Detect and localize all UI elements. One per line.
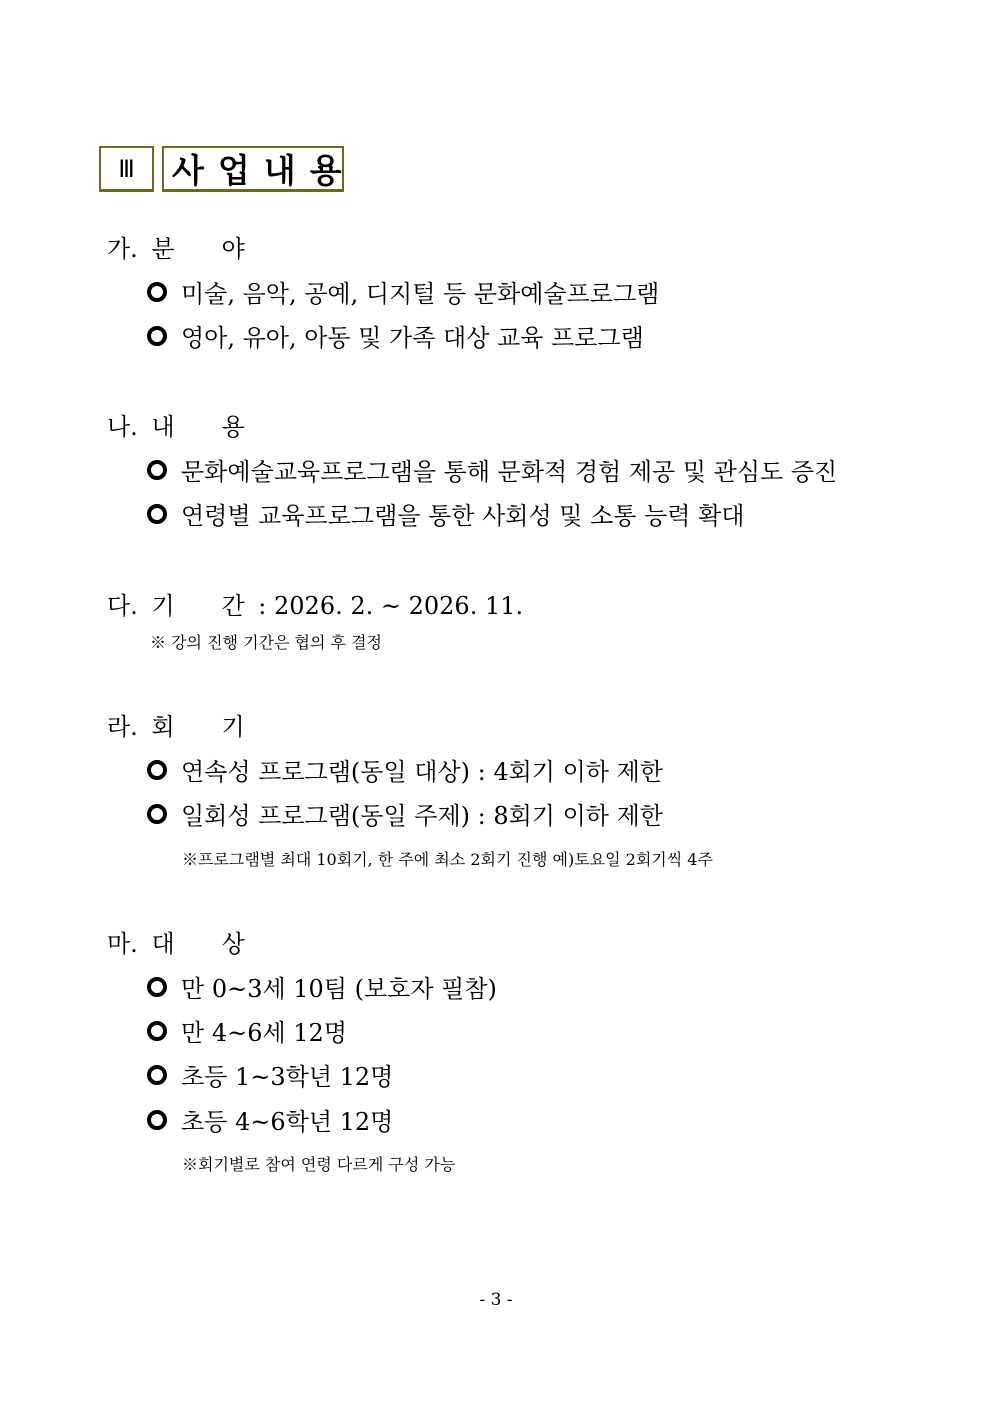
circle-bullet-icon	[147, 326, 167, 346]
list-item	[147, 274, 659, 309]
section-number: Ⅲ	[99, 146, 154, 192]
list-item	[147, 496, 744, 531]
list-item-text: 문화예술교육프로그램을 통해 문화적 경험 제공 및 관심도 증진	[181, 458, 838, 486]
heading-target	[107, 924, 245, 959]
heading-label-1: 분	[151, 235, 175, 263]
list-item-text: 초등 4~6학년 12명	[181, 1108, 394, 1136]
heading-label-2: 기	[221, 713, 245, 741]
circle-bullet-icon	[147, 977, 167, 997]
list-item-text: 만 0~3세 10팀 (보호자 필참)	[181, 975, 497, 1003]
heading-prefix: 마.	[107, 930, 138, 958]
heading-label-1: 회	[151, 713, 175, 741]
heading-label-1: 기	[151, 592, 175, 620]
circle-bullet-icon	[147, 804, 167, 824]
circle-bullet-icon	[147, 1021, 167, 1041]
heading-label-1: 내	[151, 413, 175, 441]
list-item-text: 연령별 교육프로그램을 통한 사회성 및 소통 능력 확대	[181, 502, 745, 530]
list-item	[147, 1013, 347, 1048]
list-item	[147, 452, 837, 487]
circle-bullet-icon	[147, 282, 167, 302]
circle-bullet-icon	[147, 760, 167, 780]
circle-bullet-icon	[147, 1110, 167, 1130]
heading-prefix: 가.	[107, 235, 138, 263]
target-note: ※회기별로 참여 연령 다르게 구성 가능	[182, 1155, 456, 1174]
section-title: 사업내용	[162, 146, 344, 192]
list-item	[147, 752, 663, 787]
heading-field	[107, 229, 245, 264]
period-note: ※ 강의 진행 기간은 협의 후 결정	[150, 633, 382, 652]
list-item	[147, 1102, 393, 1137]
heading-label-2: 상	[221, 930, 245, 958]
page-number: - 3 -	[479, 1290, 513, 1310]
heading-label-2: 용	[221, 413, 245, 441]
period-value: : 2026. 2. ~ 2026. 11.	[258, 592, 524, 620]
heading-prefix: 라.	[107, 713, 138, 741]
heading-prefix: 다.	[107, 592, 138, 620]
list-item-text: 초등 1~3학년 12명	[181, 1063, 394, 1091]
circle-bullet-icon	[147, 1065, 167, 1085]
heading-prefix: 나.	[107, 413, 138, 441]
list-item-text: 일회성 프로그램(동일 주제) : 8회기 이하 제한	[181, 802, 663, 830]
list-item	[147, 969, 497, 1004]
circle-bullet-icon	[147, 460, 167, 480]
circle-bullet-icon	[147, 504, 167, 524]
heading-label-2: 야	[221, 235, 245, 263]
heading-content	[107, 407, 245, 442]
list-item	[147, 1057, 393, 1092]
heading-period	[107, 586, 523, 621]
sessions-note: ※프로그램별 최대 10회기, 한 주에 최소 2회기 진행 예)토요일 2회기씩 4주	[182, 850, 713, 869]
heading-sessions	[107, 707, 245, 742]
list-item	[147, 318, 644, 353]
list-item-text: 영아, 유아, 아동 및 가족 대상 교육 프로그램	[181, 324, 644, 352]
list-item	[147, 796, 663, 831]
list-item-text: 미술, 음악, 공예, 디지털 등 문화예술프로그램	[181, 280, 660, 308]
heading-label-2: 간	[221, 592, 245, 620]
heading-label-1: 대	[151, 930, 175, 958]
list-item-text: 연속성 프로그램(동일 대상) : 4회기 이하 제한	[181, 758, 663, 786]
list-item-text: 만 4~6세 12명	[181, 1019, 347, 1047]
